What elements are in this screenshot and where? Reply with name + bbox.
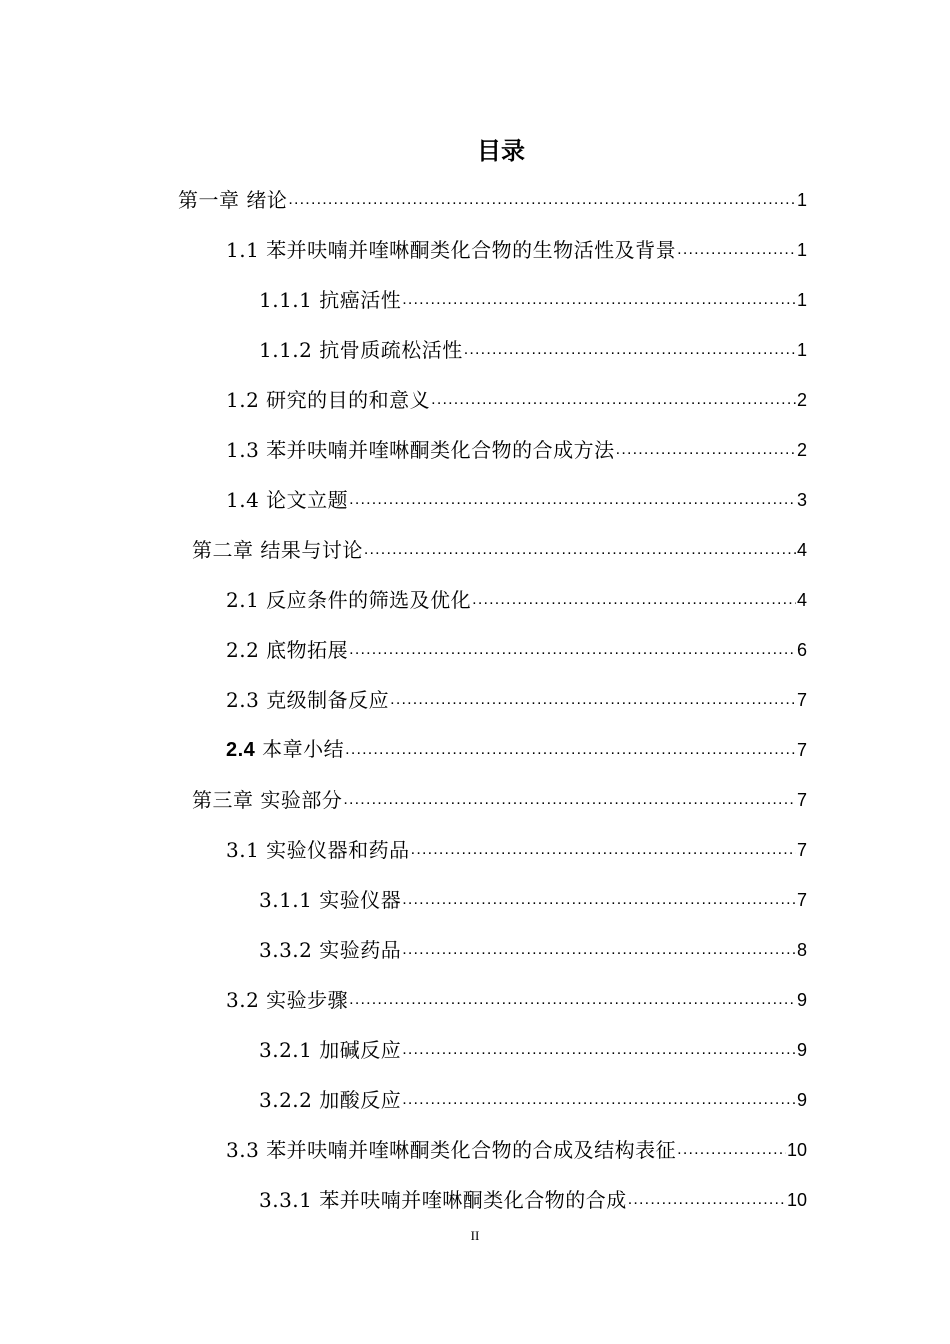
toc-page-number: 2 [796, 390, 807, 410]
toc-page-number: 7 [796, 790, 807, 810]
toc-entry-text: 1.1.2 抗骨质疏松活性 [259, 338, 463, 362]
toc-entry-text: 1.3 苯并呋喃并喹啉酮类化合物的合成方法 [226, 438, 615, 462]
toc-entry-label: 本章小结 [255, 737, 345, 761]
toc-page-number: 9 [796, 1090, 807, 1110]
toc-leader-dots [364, 536, 796, 564]
toc-entry-text: 3.2.2 加酸反应 [259, 1088, 402, 1112]
toc-leader-dots [402, 1036, 796, 1064]
toc-leader-dots [402, 886, 796, 914]
toc-entry-text [226, 735, 344, 764]
toc-entry-3-3[interactable] [226, 1136, 807, 1164]
toc-entry-1-4[interactable] [226, 486, 807, 514]
toc-entry-text: 3.1 实验仪器和药品 [226, 838, 410, 862]
toc-entry-chapter-2[interactable] [192, 536, 807, 564]
toc-entry-text: 第三章 实验部分 [192, 788, 343, 812]
toc-leader-dots [402, 936, 796, 964]
toc-page-number: 7 [796, 840, 807, 860]
toc-entry-2-4[interactable] [226, 736, 807, 764]
toc-entry-text: 3.2.1 加碱反应 [259, 1038, 402, 1062]
toc-page-number: 7 [796, 890, 807, 910]
toc-entry-text: 1.4 论文立题 [226, 488, 349, 512]
toc-page-number: 1 [796, 290, 807, 310]
toc-page-number: 10 [786, 1140, 807, 1160]
toc-entry-1-1[interactable] [226, 236, 807, 264]
toc-page-number: 10 [786, 1190, 807, 1210]
toc-entry-1-3[interactable] [226, 436, 807, 464]
toc-entry-3-3-2[interactable] [259, 936, 807, 964]
toc-page-number: 8 [796, 940, 807, 960]
toc-page-number: 7 [796, 690, 807, 710]
toc-leader-dots [411, 836, 796, 864]
toc-entry-3-2[interactable] [226, 986, 807, 1014]
toc-leader-dots [628, 1186, 786, 1214]
toc-title: 目录 [477, 137, 525, 165]
toc-entry-text: 3.3.2 实验药品 [259, 938, 402, 962]
toc-entry-chapter-3[interactable] [192, 786, 807, 814]
toc-entry-text: 3.3.1 苯并呋喃并喹啉酮类化合物的合成 [259, 1188, 627, 1212]
toc-page-number: 4 [796, 540, 807, 560]
toc-entry-text: 1.2 研究的目的和意义 [226, 388, 431, 412]
toc-entry-3-3-1[interactable] [259, 1186, 807, 1214]
toc-entry-text: 2.2 底物拓展 [226, 638, 349, 662]
page-number-footer: II [470, 1228, 480, 1243]
toc-leader-dots [677, 1136, 786, 1164]
toc-entry-3-2-1[interactable] [259, 1036, 807, 1064]
toc-page-number: 2 [796, 440, 807, 460]
toc-entry-number: 2.4 [226, 739, 256, 761]
toc-entry-text: 3.3 苯并呋喃并喹啉酮类化合物的合成及结构表征 [226, 1138, 677, 1162]
toc-entry-1-2[interactable] [226, 386, 807, 414]
toc-entry-3-1[interactable] [226, 836, 807, 864]
toc-leader-dots [345, 736, 796, 764]
toc-leader-dots [402, 286, 796, 314]
toc-page-number: 3 [796, 490, 807, 510]
toc-entry-text: 3.1.1 实验仪器 [259, 888, 402, 912]
toc-page-number: 1 [796, 240, 807, 260]
toc-page-number: 9 [796, 990, 807, 1010]
toc-entry-3-1-1[interactable] [259, 886, 807, 914]
toc-page-number: 1 [796, 190, 807, 210]
toc-leader-dots [464, 336, 796, 364]
toc-leader-dots [402, 1086, 796, 1114]
toc-entry-text: 第一章 绪论 [178, 188, 288, 212]
toc-entry-text: 2.1 反应条件的筛选及优化 [226, 588, 472, 612]
toc-leader-dots [349, 486, 796, 514]
toc-leader-dots [288, 186, 796, 214]
toc-leader-dots [616, 436, 796, 464]
toc-entry-2-1[interactable] [226, 586, 807, 614]
toc-page-number: 7 [796, 740, 807, 760]
toc-entry-1-1-1[interactable] [259, 286, 807, 314]
toc-leader-dots [390, 686, 796, 714]
toc-page-number: 4 [796, 590, 807, 610]
toc-page-number: 1 [796, 340, 807, 360]
toc-entry-text: 3.2 实验步骤 [226, 988, 349, 1012]
toc-entry-1-1-2[interactable] [259, 336, 807, 364]
toc-leader-dots [349, 986, 796, 1014]
toc-entry-3-2-2[interactable] [259, 1086, 807, 1114]
toc-page-number: 9 [796, 1040, 807, 1060]
toc-leader-dots [349, 636, 796, 664]
toc-entry-text: 1.1.1 抗癌活性 [259, 288, 402, 312]
toc-leader-dots [472, 586, 796, 614]
toc-page-number: 6 [796, 640, 807, 660]
toc-entry-chapter-1[interactable] [178, 186, 807, 214]
toc-entry-2-2[interactable] [226, 636, 807, 664]
toc-entry-text: 第二章 结果与讨论 [192, 538, 363, 562]
toc-entry-2-3[interactable] [226, 686, 807, 714]
toc-entry-text: 1.1 苯并呋喃并喹啉酮类化合物的生物活性及背景 [226, 238, 677, 262]
toc-entry-text: 2.3 克级制备反应 [226, 688, 390, 712]
toc-leader-dots [431, 386, 796, 414]
toc-leader-dots [343, 786, 796, 814]
toc-leader-dots [677, 236, 796, 264]
